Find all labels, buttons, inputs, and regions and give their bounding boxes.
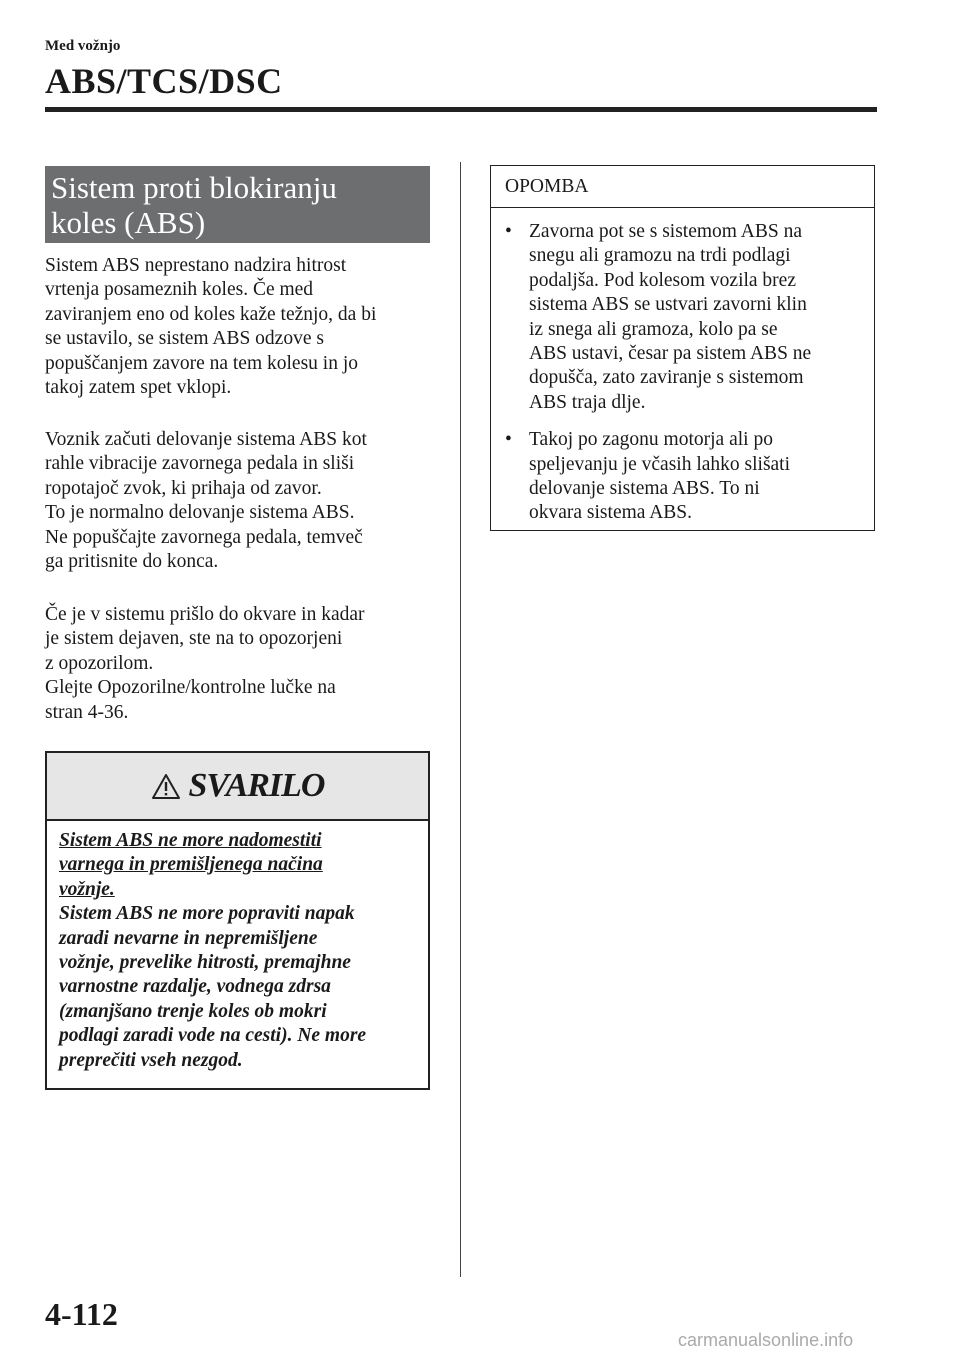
note-line: ABS traja dlje. <box>529 391 646 413</box>
paragraph-line: Voznik začuti delovanje sistema ABS kot <box>45 429 367 450</box>
paragraph-line: z opozorilom. <box>45 652 154 674</box>
warning-underlined-line: Sistem ABS ne more nadomestiti <box>59 830 322 851</box>
warning-line: (zmanjšano trenje koles ob mokri <box>59 1000 327 1022</box>
chapter-title: ABS/TCS/DSC <box>45 61 283 101</box>
paragraph-line: Če je v sistemu prišlo do okvare in kadar <box>45 604 365 625</box>
paragraph-line: se ustavilo, se sistem ABS odzove s <box>45 328 324 350</box>
note-line: Zavorna pot se s sistemom ABS na <box>529 221 802 242</box>
paragraph-line: takoj zatem spet vklopi. <box>45 377 232 399</box>
column-divider <box>460 162 461 1277</box>
paragraph-line: je sistem dejaven, ste na to opozorjeni <box>45 628 343 650</box>
note-line: okvara sistema ABS. <box>529 502 693 524</box>
warning-underlined-line: vožnje. <box>59 878 115 900</box>
paragraph-line: stran 4-36. <box>45 701 129 723</box>
note-title: OPOMBA <box>491 166 874 208</box>
watermark[interactable]: carmanualsonline.info <box>678 1330 854 1350</box>
note-line: sistema ABS se ustvari zavorni klin <box>529 294 807 316</box>
note-line: dopušča, zato zaviranje s sistemom <box>529 367 804 389</box>
header-rule <box>45 107 877 112</box>
paragraph-line: zaviranjem eno od koles kaže težnjo, da bi <box>45 303 377 325</box>
paragraph-1 <box>45 254 445 400</box>
paragraph-line: popuščanjem zavore na tem kolesu in jo <box>45 352 358 374</box>
paragraph-line: ropotajoč zvok, ki prihaja od zavor. <box>45 477 322 499</box>
bullet-icon: • <box>505 429 512 451</box>
note-line: Takoj po zagonu motorja ali po <box>529 429 773 451</box>
note-item-1 <box>491 220 874 415</box>
paragraph-3 <box>45 603 445 725</box>
note-line: speljevanju je včasih lahko slišati <box>529 453 791 475</box>
warning-body <box>47 821 428 1081</box>
warning-line: zaradi nevarne in nepremišljene <box>59 927 318 949</box>
page-number: 4-112 <box>45 1296 118 1332</box>
paragraph-line: ga pritisnite do konca. <box>45 551 219 573</box>
note-line: iz snega ali gramoza, kolo pa se <box>529 318 778 340</box>
warning-line: vožnje, prevelike hitrosti, premajhne <box>59 952 351 974</box>
warning-box <box>45 751 430 1090</box>
paragraph-line: Ne popuščajte zavornega pedala, temveč <box>45 526 363 548</box>
section-heading-line: Sistem proti blokiranju <box>51 170 337 205</box>
paragraph-line: vrtenja posameznih koles. Če med <box>45 279 314 301</box>
warning-line: podlagi zaradi vode na cesti). Ne more <box>59 1025 367 1047</box>
bullet-icon: • <box>505 221 512 242</box>
paragraph-line: Glejte Opozorilne/kontrolne lučke na <box>45 677 336 699</box>
note-line: snegu ali gramozu na trdi podlagi <box>529 245 791 267</box>
note-line: delovanje sistema ABS. To ni <box>529 478 760 500</box>
warning-triangle-icon <box>151 773 181 800</box>
paragraph-line: rahle vibracije zavornega pedala in sliši <box>45 453 355 475</box>
section-heading <box>45 166 430 243</box>
note-box <box>490 165 875 531</box>
warning-line: varnostne razdalje, vodnega zdrsa <box>59 976 331 998</box>
warning-underlined-line: varnega in premišljenega načina <box>59 854 323 876</box>
paragraph-line: To je normalno delovanje sistema ABS. <box>45 502 355 524</box>
section-label: Med vožnjo <box>45 38 121 54</box>
note-item-2 <box>491 428 874 526</box>
paragraph-line: Sistem ABS neprestano nadzira hitrost <box>45 255 347 276</box>
warning-line: Sistem ABS ne more popraviti napak <box>59 903 355 925</box>
paragraph-2 <box>45 428 445 574</box>
note-line: ABS ustavi, česar pa sistem ABS ne <box>529 343 812 365</box>
warning-title: SVARILO <box>188 767 325 804</box>
section-heading-line: koles (ABS) <box>51 205 206 240</box>
note-line: podaljša. Pod kolesom vozila brez <box>529 269 796 291</box>
warning-line: preprečiti vseh nezgod. <box>59 1049 243 1071</box>
warning-header <box>47 753 428 821</box>
